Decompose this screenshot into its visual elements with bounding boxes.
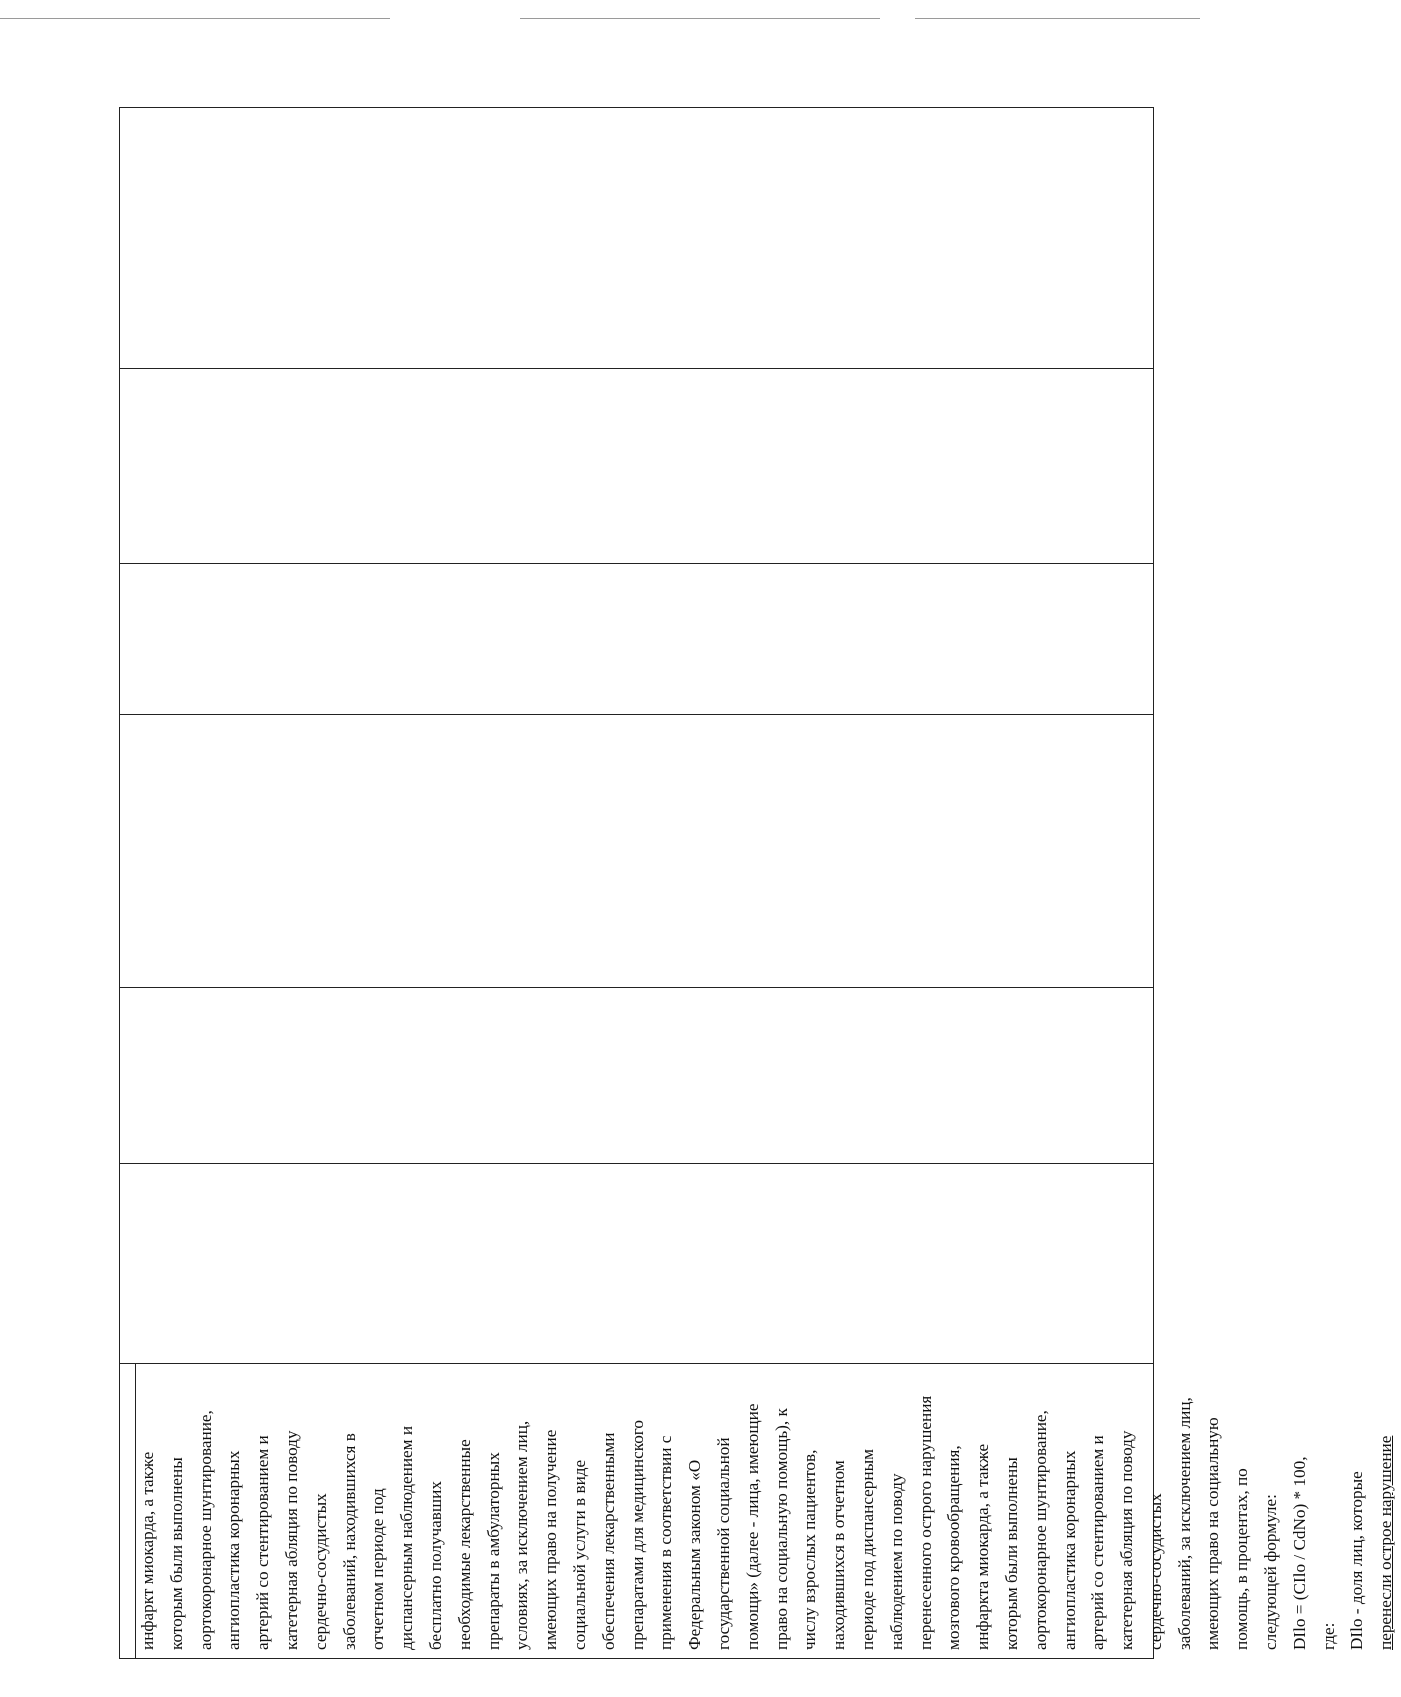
text-line: государственной социальной: [713, 1437, 733, 1650]
text-line: заболеваний, находившихся в: [339, 1433, 359, 1650]
text-line: аортокоронарное шунтирование,: [195, 1410, 215, 1650]
text-line: социальной услуги в виде: [569, 1459, 589, 1650]
row-divider: [120, 563, 1153, 564]
text-line: сердечно-сосудистых: [1145, 1493, 1165, 1650]
row-divider: [120, 987, 1153, 988]
text-line: инфаркта миокарда, а также: [973, 1443, 993, 1650]
text-line: бесплатно получавших: [425, 1481, 445, 1650]
formula-line: DIlo = (CIlo / CdNo) * 100,: [1289, 1456, 1309, 1650]
text-line: необходимые лекарственные: [454, 1439, 474, 1650]
text-line: находившихся в отчетном: [829, 1460, 849, 1650]
text-line: обеспечения лекарственными: [598, 1432, 618, 1650]
text-line: где:: [1318, 1622, 1338, 1650]
text-line: сердечно-сосудистых: [310, 1493, 330, 1650]
text-line: аортокоронарное шунтирование,: [1030, 1410, 1050, 1650]
text-line: числу взрослых пациентов,: [800, 1449, 820, 1650]
text-line: перенесли острое нарушение: [1376, 1435, 1396, 1650]
text-line: следующей формуле:: [1261, 1494, 1281, 1650]
text-line: помощь, в процентах, по: [1232, 1468, 1252, 1650]
text-line: Федеральным законом «О: [685, 1459, 705, 1650]
row-divider: [120, 368, 1153, 369]
text-line: артерий со стентированием и: [1088, 1435, 1108, 1650]
text-line: инфаркт миокарда, а также: [138, 1451, 157, 1650]
table-frame: [119, 107, 1396, 1659]
text-line: мозгового кровообращения,: [944, 1445, 964, 1650]
text-line: катетерная абляция по поводу: [1117, 1430, 1137, 1650]
scan-artifact-line: [520, 18, 880, 19]
text-line: которым были выполнены: [166, 1457, 186, 1650]
text-line: DIlo - доля лиц, которые: [1347, 1471, 1367, 1650]
text-line: применения в соответствии с: [656, 1435, 676, 1650]
text-line: наблюдением по поводу: [886, 1473, 906, 1650]
text-line: перенесенного острого нарушения: [915, 1395, 935, 1650]
text-line: помощи» (далее - лица, имеющие: [742, 1403, 762, 1650]
text-line: ангиопластика коронарных: [1059, 1450, 1079, 1650]
text-line: которым были выполнены: [1001, 1457, 1021, 1650]
text-line: заболеваний, за исключением лиц,: [1174, 1397, 1194, 1650]
row-divider: [120, 714, 1153, 715]
text-line: препаратами для медицинского: [627, 1420, 647, 1650]
text-line: имеющих право на получение: [541, 1429, 561, 1650]
row-divider: [120, 1163, 1153, 1164]
scan-artifact-line: [915, 18, 1200, 19]
text-line: имеющих право на социальную: [1203, 1417, 1223, 1650]
text-line: периоде под диспансерным: [857, 1448, 877, 1650]
text-line: право на социальную помощь), к: [771, 1408, 791, 1650]
text-line: катетерная абляция по поводу: [281, 1430, 301, 1650]
text-line: препараты в амбулаторных: [483, 1452, 503, 1650]
text-line: условиях, за исключением лиц,: [512, 1420, 532, 1650]
text-line: диспансерным наблюдением и: [397, 1425, 417, 1650]
text-line: артерий со стентированием и: [253, 1435, 273, 1650]
scan-artifact-line: [0, 18, 390, 19]
rotated-text-cell: [134, 1355, 1396, 1650]
text-line: ангиопластика коронарных: [224, 1450, 244, 1650]
text-line: отчетном периоде под: [368, 1488, 388, 1650]
